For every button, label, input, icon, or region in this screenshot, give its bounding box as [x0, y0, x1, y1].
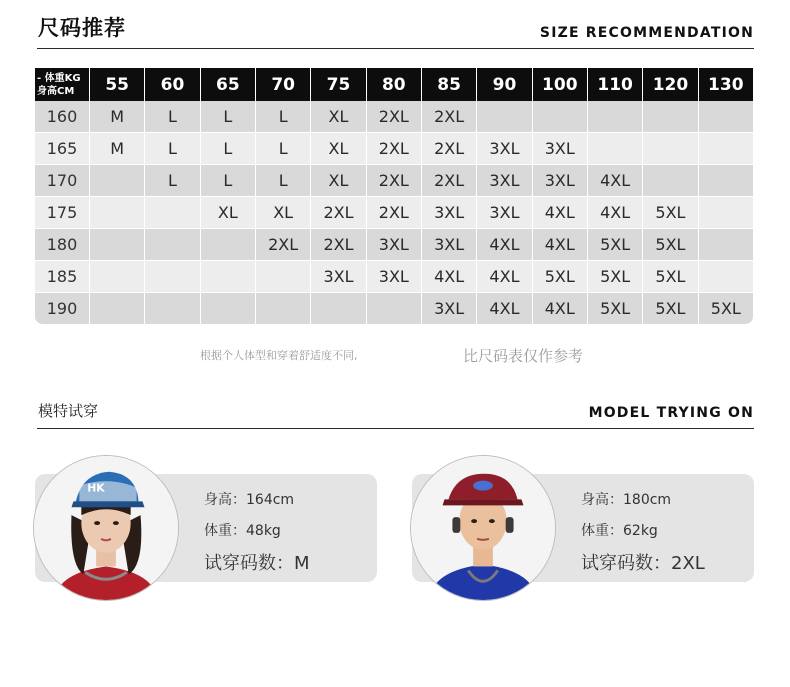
- size-cell: XL: [311, 101, 365, 133]
- weight-header-cell: 75: [311, 68, 365, 101]
- size-cell: 5XL: [643, 261, 697, 293]
- corner-header: [35, 68, 89, 101]
- size-cell: 5XL: [533, 261, 587, 293]
- size-cell: 2XL: [311, 197, 365, 229]
- size-section-subtitle: SIZE RECOMMENDATION: [539, 25, 754, 41]
- size-cell: XL: [311, 133, 365, 165]
- size-cell: 3XL: [477, 197, 531, 229]
- size-cell: 3XL: [422, 197, 476, 229]
- height-cell: 180: [35, 229, 89, 261]
- model-2-weight: 体重：62kg: [581, 523, 658, 539]
- size-cell: [145, 229, 199, 261]
- table-row: [35, 229, 753, 261]
- size-cell: 2XL: [422, 133, 476, 165]
- size-cell: [699, 197, 753, 229]
- size-cell: L: [145, 101, 199, 133]
- weight-header-cell: 55: [90, 68, 144, 101]
- size-cell: [90, 165, 144, 197]
- weight-header-cell: 60: [145, 68, 199, 101]
- model-photo-male: [410, 455, 556, 601]
- size-cell: 3XL: [367, 229, 421, 261]
- model-1-height: 身高：164cm: [204, 492, 295, 508]
- size-cell: [201, 261, 255, 293]
- size-cell: [145, 261, 199, 293]
- size-cell: [90, 197, 144, 229]
- size-cell: 2XL: [422, 101, 476, 133]
- size-cell: 4XL: [588, 165, 642, 197]
- size-cell: L: [201, 101, 255, 133]
- size-cell: XL: [201, 197, 255, 229]
- size-cell: [699, 229, 753, 261]
- height-cell: 190: [35, 293, 89, 325]
- size-cell: 2XL: [256, 229, 310, 261]
- male-model-illustration: [411, 456, 555, 600]
- corner-weight-label: - 体重KG: [37, 72, 81, 84]
- weight-header-cell: 80: [367, 68, 421, 101]
- height-cell: 165: [35, 133, 89, 165]
- table-row: [35, 197, 753, 229]
- size-cell: 5XL: [643, 229, 697, 261]
- model-card-female: [35, 474, 377, 582]
- size-cell: 2XL: [367, 101, 421, 133]
- size-cell: [145, 293, 199, 325]
- size-cell: L: [256, 133, 310, 165]
- size-cell: [533, 101, 587, 133]
- size-cell: [588, 101, 642, 133]
- model-2-size: 试穿码数：2XL: [581, 553, 705, 574]
- size-cell: 4XL: [422, 261, 476, 293]
- table-row: [35, 293, 753, 325]
- svg-text:HK: HK: [87, 481, 105, 495]
- size-recommendation-header: [37, 14, 754, 49]
- size-cell: [90, 229, 144, 261]
- size-cell: 4XL: [477, 229, 531, 261]
- size-cell: 5XL: [588, 293, 642, 325]
- size-cell: 4XL: [477, 261, 531, 293]
- size-cell: L: [201, 165, 255, 197]
- size-cell: 5XL: [588, 261, 642, 293]
- size-cell: 5XL: [643, 197, 697, 229]
- size-cell: XL: [311, 165, 365, 197]
- weight-header-cell: 130: [699, 68, 753, 101]
- size-cell: [201, 229, 255, 261]
- size-cell: [699, 101, 753, 133]
- size-cell: M: [90, 133, 144, 165]
- model-card-male: [412, 474, 754, 582]
- size-cell: 5XL: [588, 229, 642, 261]
- table-row: [35, 133, 753, 165]
- size-chart-table: [34, 68, 754, 325]
- height-cell: 185: [35, 261, 89, 293]
- height-cell: 160: [35, 101, 89, 133]
- size-cell: [201, 293, 255, 325]
- size-cell: 3XL: [477, 165, 531, 197]
- size-cell: [477, 101, 531, 133]
- weight-header-cell: 85: [422, 68, 476, 101]
- size-cell: [699, 261, 753, 293]
- model-1-size: 试穿码数：M: [204, 553, 310, 574]
- corner-height-label: 身高CM: [37, 85, 75, 97]
- size-cell: [256, 293, 310, 325]
- size-cell: [643, 133, 697, 165]
- size-cell: 5XL: [643, 293, 697, 325]
- height-cell: 170: [35, 165, 89, 197]
- size-cell: [643, 101, 697, 133]
- size-cell: XL: [256, 197, 310, 229]
- size-cell: [367, 293, 421, 325]
- size-cell: M: [90, 101, 144, 133]
- height-cell: 175: [35, 197, 89, 229]
- size-cell: 3XL: [311, 261, 365, 293]
- size-cell: [699, 165, 753, 197]
- weight-header-cell: 70: [256, 68, 310, 101]
- size-cell: 3XL: [422, 229, 476, 261]
- weight-header-cell: 90: [477, 68, 531, 101]
- weight-header-cell: 110: [588, 68, 642, 101]
- size-cell: [699, 133, 753, 165]
- size-table-body: [35, 101, 753, 325]
- model-trying-header: [37, 397, 754, 429]
- weight-header-cell: 120: [643, 68, 697, 101]
- size-cell: L: [145, 165, 199, 197]
- size-cell: 2XL: [367, 165, 421, 197]
- model-section-subtitle: MODEL TRYING ON: [588, 405, 754, 421]
- size-cell: [588, 133, 642, 165]
- weight-header-cell: 65: [201, 68, 255, 101]
- size-cell: 2XL: [422, 165, 476, 197]
- model-section-title: 模特试穿: [38, 402, 99, 420]
- size-cell: 4XL: [533, 229, 587, 261]
- size-cell: L: [145, 133, 199, 165]
- size-section-title: 尺码推荐: [38, 16, 126, 40]
- table-row: [35, 165, 753, 197]
- size-cell: 2XL: [367, 133, 421, 165]
- weight-header-cell: 100: [533, 68, 587, 101]
- model-photo-female: [33, 455, 179, 601]
- size-cell: 3XL: [477, 133, 531, 165]
- size-cell: 2XL: [367, 197, 421, 229]
- size-cell: 3XL: [422, 293, 476, 325]
- size-cell: L: [201, 133, 255, 165]
- weight-header-row: [35, 68, 753, 101]
- size-cell: 3XL: [367, 261, 421, 293]
- female-model-illustration: [34, 456, 178, 600]
- size-cell: 4XL: [533, 293, 587, 325]
- model-1-weight: 体重：48kg: [204, 523, 281, 539]
- size-note-right: 比尺码表仅作参考: [463, 347, 584, 365]
- size-cell: 3XL: [533, 165, 587, 197]
- size-cell: [90, 293, 144, 325]
- size-cell: 4XL: [477, 293, 531, 325]
- table-row: [35, 261, 753, 293]
- size-cell: [256, 261, 310, 293]
- size-cell: 4XL: [533, 197, 587, 229]
- table-row: [35, 101, 753, 133]
- size-cell: L: [256, 165, 310, 197]
- model-2-height: 身高：180cm: [581, 492, 672, 508]
- size-cell: L: [256, 101, 310, 133]
- size-cell: 2XL: [311, 229, 365, 261]
- size-cell: [90, 261, 144, 293]
- size-cell: [311, 293, 365, 325]
- size-cell: [643, 165, 697, 197]
- size-note-left: 根据个人体型和穿着舒适度不同,: [200, 349, 358, 362]
- size-cell: 4XL: [588, 197, 642, 229]
- size-cell: 5XL: [699, 293, 753, 325]
- size-cell: [145, 197, 199, 229]
- size-cell: 3XL: [533, 133, 587, 165]
